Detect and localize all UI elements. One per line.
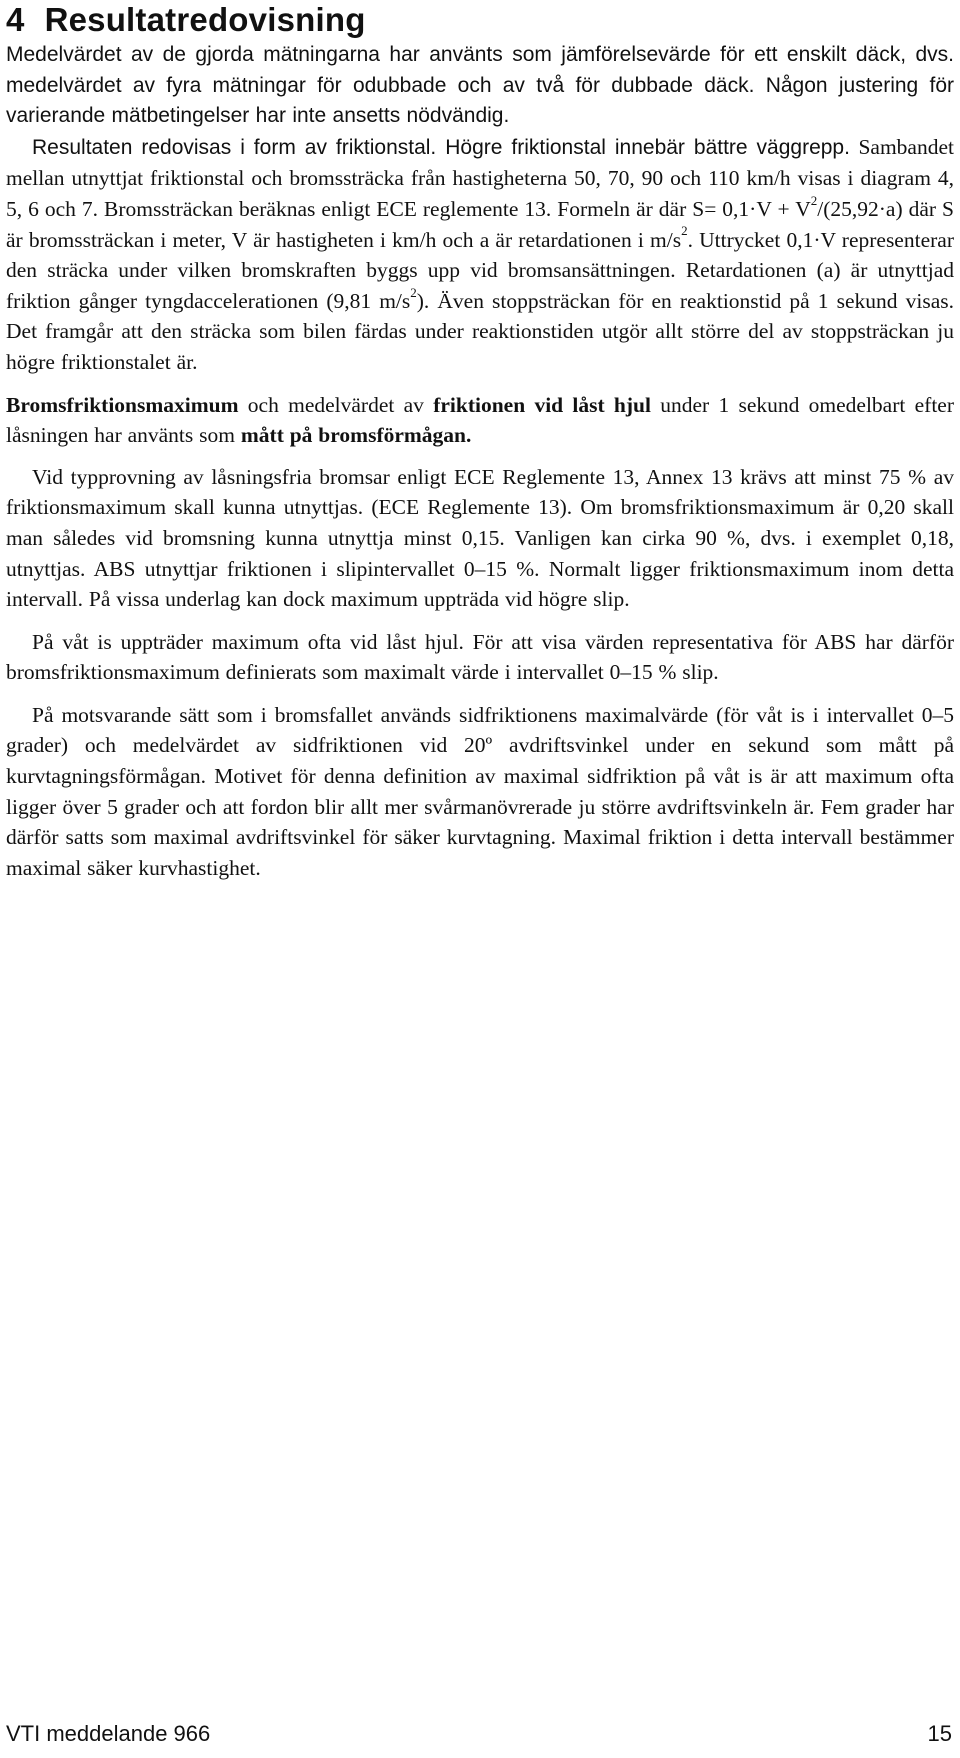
paragraph-measure	[6, 390, 954, 451]
section-number: 4	[6, 1, 25, 38]
section-heading	[6, 0, 954, 40]
document-page	[6, 0, 954, 883]
results-text-1: Sambandet mellan utnyttjat friktionstal och bromssträcka från hastigheterna 50, 70, 90 och 110 km/h visas i diagram 4, 5, 6 och 7. Bromssträckan beräknas enligt ECE reglemente 13. Formeln är där S= 0,1·V + V	[6, 134, 954, 221]
footer-page-number: 15	[927, 1721, 952, 1746]
results-intro-text: Resultaten redovisas i form av friktionstal. Högre friktionstal innebär bättre väggrepp.	[32, 135, 850, 159]
paragraph-intro: Medelvärdet av de gjorda mätningarna har använts som jämförelsevärde för ett enskilt däck, dvs. medelvärdet av fyra mätningar för odubbade och av två för dubbade däck. Någon justering för varierande mätbetingelser har inte ansetts nödvändig.	[6, 43, 954, 128]
paragraph-wet-ice: På våt is uppträder maximum ofta vid låst hjul. För att visa värden representativa för ABS har därför bromsfriktionsmaximum definierats som maximalt värde i intervallet 0–15 % slip.	[6, 629, 954, 685]
superscript-3: 2	[410, 284, 417, 300]
section-title: Resultatredovisning	[44, 1, 366, 38]
bold-term-1: Bromsfriktionsmaximum	[6, 392, 239, 417]
paragraph-results	[6, 132, 954, 378]
measure-text-2: under 1 sekund omedelbart efter låsningen har använts som	[6, 392, 955, 448]
superscript-1: 2	[810, 192, 818, 208]
measure-text-1: och medelvärdet av	[238, 392, 434, 417]
bold-term-3: mått på bromsförmågan.	[240, 423, 472, 448]
footer-publication: VTI meddelande 966	[6, 1721, 211, 1746]
results-text-4: ). Även stoppsträckan för en reaktionstid på 1 sekund visas. Det framgår att den sträcka som bilen färdas under reaktionstiden utgör allt större del av stoppsträckan ju högre friktionstalet är.	[6, 288, 954, 374]
results-text-3: . Uttrycket 0,1·V representerar den sträcka under vilken bromskraften byggs upp vid bromsansättningen. Retardationen (a) är utnyttjad friktion gånger tyngdaccelerationen (9,81 m/s	[6, 227, 954, 313]
superscript-2: 2	[681, 223, 688, 239]
bold-term-2: friktionen vid låst hjul	[433, 392, 651, 417]
paragraph-abs: Vid typprovning av låsningsfria bromsar enligt ECE Reglemente 13, Annex 13 krävs att minst 75 % av friktionsmaximum skall kunna utnyttjas. (ECE Reglemente 13). Om bromsfriktionsmaximum är 0,20 skall man således vid bromsning kunna utnyttja minst 0,15. Vanligen kan cirka 90 %, dvs. i exemplet 0,18, utnyttjas. ABS utnyttjar friktionen i slipintervallet 0–15 %. Normalt ligger friktionsmaximum inom detta intervall. På vissa underlag kan dock maximum uppträda vid högre slip.	[6, 464, 954, 612]
paragraph-side-friction: På motsvarande sätt som i bromsfallet används sidfriktionens maximalvärde (för våt is i intervallet 0–5 grader) och medelvärdet av sidfriktionen vid 20º avdriftsvinkel under en sekund som mått på kurvtagningsförmågan. Motivet för denna definition av maximal sidfriktion på våt is är att maximum ofta ligger över 5 grader och att fordon blir allt mer svårmanövrerade ju större avdriftsvinkeln är. Fem grader har därför satts som maximal avdriftsvinkel för säker kurvtagning. Maximal friktion i detta intervall bestämmer maximal säker kurvhastighet.	[6, 702, 954, 880]
results-text-2: /(25,92·a) där S är bromssträckan i meter, V är hastigheten i km/h och a är retardationen i m/s	[6, 196, 954, 252]
